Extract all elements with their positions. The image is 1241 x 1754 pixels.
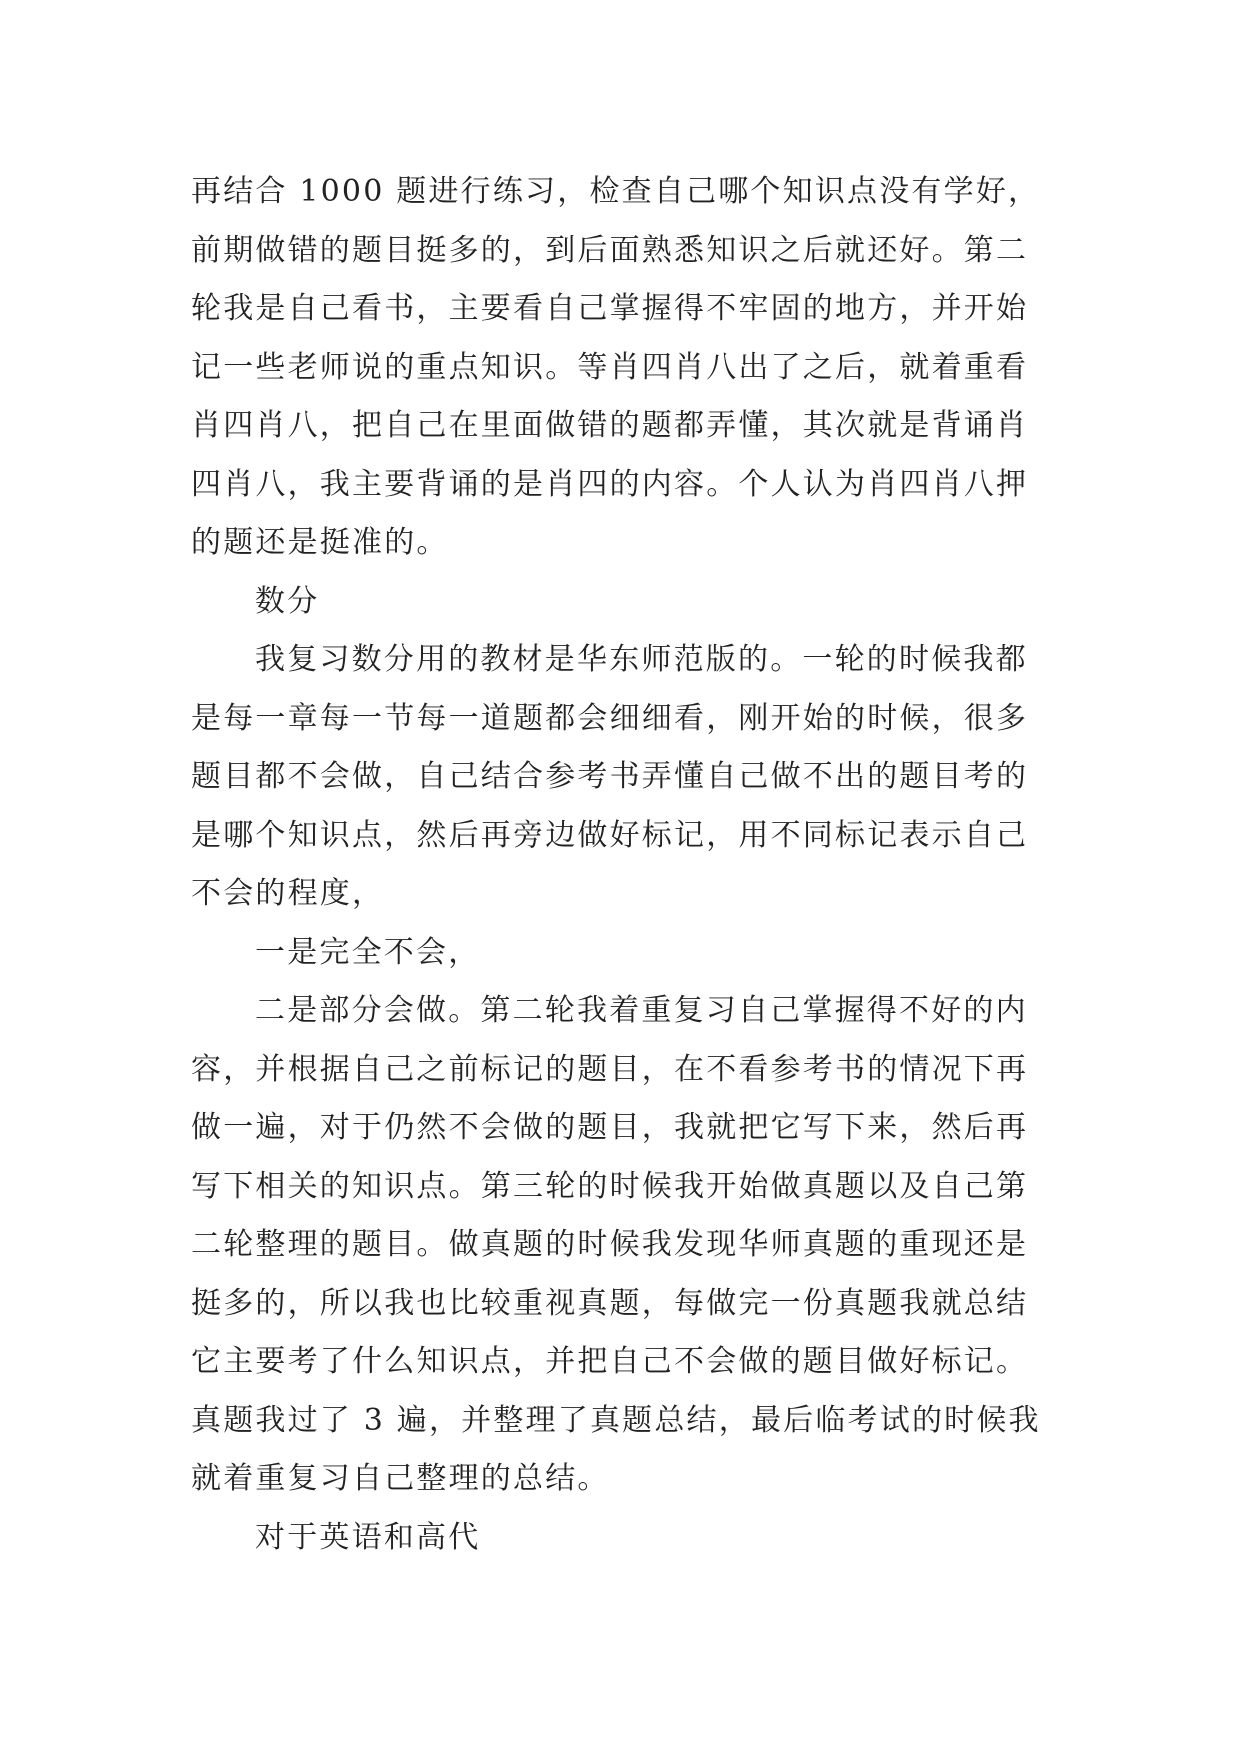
text-line: 它主要考了什么知识点，并把自己不会做的题目做好标记。 xyxy=(191,1344,1029,1379)
text-line: 二是部分会做。第二轮我着重复习自己掌握得不好的内 xyxy=(255,993,1028,1028)
text-line: 写下相关的知识点。第三轮的时候我开始做真题以及自己第 xyxy=(191,1168,1029,1204)
text-line: 肖四肖八，把自己在里面做错的题都弄懂，其次就是背诵肖 xyxy=(191,408,1029,443)
text-line: 轮我是自己看书，主要看自己掌握得不牢固的地方，并开始 xyxy=(191,291,1029,326)
text-line: 挺多的，所以我也比较重视真题，每做完一份真题我就总结 xyxy=(191,1285,1029,1321)
section-heading-english-algebra: 对于英语和高代 xyxy=(255,1519,481,1555)
text-line: 是哪个知识点，然后再旁边做好标记，用不同标记表示自己 xyxy=(191,817,1029,853)
text-line: 做一遍，对于仍然不会做的题目，我就把它写下来，然后再 xyxy=(191,1110,1029,1145)
text-line: 的题还是挺准的。 xyxy=(191,525,449,560)
section-heading-shufen: 数分 xyxy=(255,583,320,619)
text-line: 四肖八，我主要背诵的是肖四的内容。个人认为肖四肖八押 xyxy=(191,466,1029,502)
text-line: 前期做错的题目挺多的，到后面熟悉知识之后就还好。第二 xyxy=(191,232,1029,268)
text-line: 题目都不会做，自己结合参考书弄懂自己做不出的题目考的 xyxy=(191,759,1029,794)
text-line: 不会的程度， xyxy=(191,876,385,911)
text-line: 就着重复习自己整理的总结。 xyxy=(191,1461,610,1496)
text-line: 记一些老师说的重点知识。等肖四肖八出了之后，就着重看 xyxy=(191,349,1029,385)
text-line: 二轮整理的题目。做真题的时候我发现华师真题的重现还是 xyxy=(191,1227,1029,1262)
document-body xyxy=(191,163,1061,1567)
text-line: 一是完全不会， xyxy=(255,934,481,970)
text-line: 我复习数分用的教材是华东师范版的。一轮的时候我都 xyxy=(255,642,1028,677)
text-line: 真题我过了 3 遍，并整理了真题总结，最后临考试的时候我 xyxy=(191,1402,1041,1438)
text-line: 再结合 1000 题进行练习，检查自己哪个知识点没有学好， xyxy=(191,174,1041,209)
text-line: 是每一章每一节每一道题都会细细看，刚开始的时候，很多 xyxy=(191,700,1029,736)
text-line: 容，并根据自己之前标记的题目，在不看参考书的情况下再 xyxy=(191,1051,1029,1087)
